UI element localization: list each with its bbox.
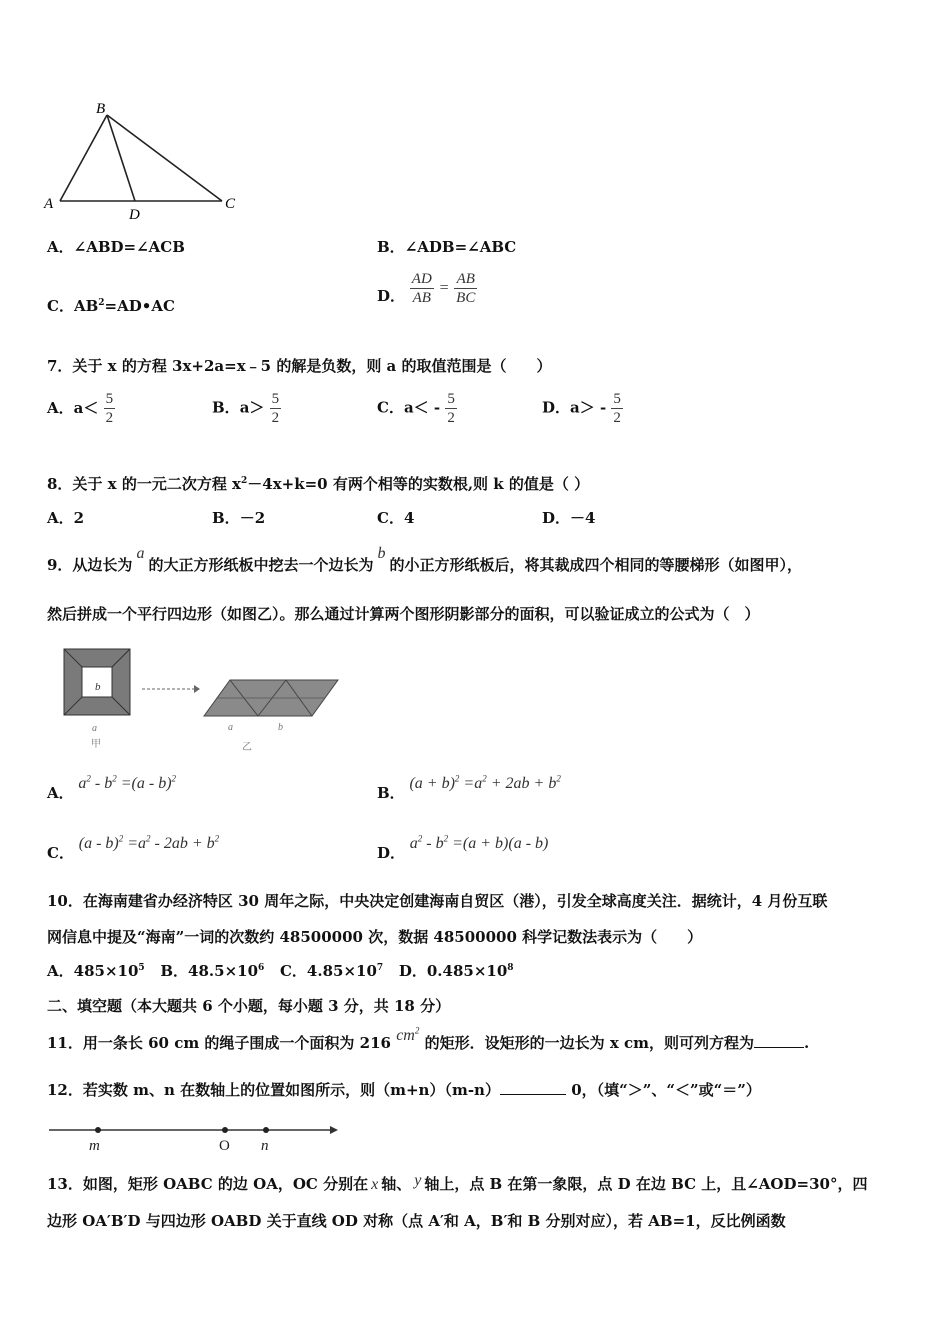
- q7-option-b: B．a＞ $\frac{5}{2}$: [212, 391, 280, 426]
- q7-option-a: A．a＜ $\frac{5}{2}$: [47, 391, 114, 426]
- q9-option-a: A． $a^2 - b^2 =(a - b)^2$: [47, 773, 177, 802]
- point-n-label: n: [261, 1138, 269, 1154]
- q8-option-b: B．－2: [212, 509, 266, 527]
- square-frame-figure: [60, 645, 135, 753]
- outer-side-label: a: [92, 723, 97, 734]
- q11-stem: 11．用一条长 60 cm 的绳子围成一个面积为 216 $cm^2$ 的矩形．设矩形的一边长为 x cm，则可列方程为 .: [47, 1025, 810, 1052]
- q12-stem: 12．若实数 m、n 在数轴上的位置如图所示，则（m+n）（m-n） 0，（填“＞”、“＜”或“＝”）: [47, 1081, 761, 1099]
- q8-option-d: D．－4: [542, 509, 596, 527]
- arrow-icon: [140, 682, 202, 696]
- formula-c: $(a - b)^2 =a^2 - 2ab + b^2$: [78, 833, 220, 852]
- q8-option-c: C．4: [377, 509, 415, 527]
- q9-option-d: D． $a^2 - b^2 =(a + b)(a - b)$: [377, 833, 549, 862]
- fraction-ab-bc: $\frac{AB}{BC}$: [456, 271, 476, 306]
- q9-stem-line2: 然后拼成一个平行四边形（如图乙）。那么通过计算两个图形阴影部分的面积，可以验证成立的公式为（ ）: [47, 605, 760, 623]
- q10-stem-line1: 10．在海南建省办经济特区 30 周年之际，中央决定创建海南自贸区（港），引发全球高度关注．据统计，4 月份互联: [47, 892, 828, 910]
- vertex-b-label: B: [96, 101, 106, 117]
- vertex-d-label: D: [129, 207, 140, 223]
- para-side-b-label: b: [278, 722, 283, 733]
- vertex-c-label: C: [225, 196, 236, 212]
- formula-d: $a^2 - b^2 =(a + b)(a - b)$: [409, 833, 549, 852]
- point-m-label: m: [89, 1138, 100, 1154]
- q10-option-d: D．$0.485\times 10^8$: [398, 962, 514, 980]
- q6-option-b: B．∠ADB=∠ABC: [377, 238, 517, 256]
- q10-options: [47, 960, 514, 981]
- q10-option-a: A．$485\times 10^5$: [47, 962, 145, 980]
- section-heading: 二、填空题（本大题共 6 个小题，每小题 3 分，共 18 分）: [47, 997, 451, 1015]
- q11-answer-blank[interactable]: [754, 1033, 804, 1048]
- q6-option-d: D． $\frac{AD}{AB}$ = $\frac{AB}{BC}$: [377, 271, 476, 306]
- triangle-figure: [40, 95, 250, 225]
- q8-stem: 8．关于 x 的一元二次方程 $x^2-4x+k=0$ 有两个相等的实数根,则 k 的值是（ ）: [47, 475, 590, 493]
- q13-stem-line2: 边形 OA′B′D 与四边形 OABD 关于直线 OD 对称（点 A′和 A，B′和 B 分别对应），若 AB=1，反比例函数: [47, 1212, 786, 1230]
- q10-stem-line2: 网信息中提及“海南”一词的次数约 48500000 次，数据 48500000 科学记数法表示为（ ）: [47, 928, 703, 946]
- figure-jia-label: 甲: [91, 739, 101, 750]
- formula-b: $(a + b)^2 =a^2 + 2ab + b^2$: [409, 773, 561, 792]
- q6-option-c: C．$AB^2=AD•AC$: [47, 297, 175, 315]
- q8-option-a: A．2: [47, 509, 85, 527]
- formula-a: $a^2 - b^2 =(a - b)^2$: [78, 773, 177, 792]
- figure-yi-label: 乙: [242, 742, 252, 753]
- q13-stem-line1: 13．如图，矩形 OABC 的边 OA，OC 分别在 x 轴、 y 轴上，点 B 在第一象限，点 D 在边 BC 上，且∠AOD=30°，四: [47, 1172, 868, 1193]
- parallelogram-figure: [200, 672, 345, 754]
- para-side-a-label: a: [228, 722, 233, 733]
- q7-option-d: D．a＞ - $\frac{5}{2}$: [542, 391, 621, 426]
- vertex-a-label: A: [44, 196, 54, 212]
- fraction-ad-ab: $\frac{AD}{AB}$: [411, 271, 432, 306]
- q12-answer-blank[interactable]: [500, 1080, 566, 1095]
- number-line-figure: [45, 1118, 345, 1154]
- q10-option-c: C．$4.85\times 10^7$: [279, 962, 384, 980]
- q9-option-b: B． $(a + b)^2 =a^2 + 2ab + b^2$: [377, 773, 561, 802]
- q9-option-c: C． $(a - b)^2 =a^2 - 2ab + b^2$: [47, 833, 220, 862]
- origin-label: O: [219, 1138, 230, 1154]
- q9-stem-line1: 9．从边长为a的大正方形纸板中挖去一个边长为b的小正方形纸板后，将其裁成四个相同的等腰梯形（如图甲），: [47, 545, 802, 574]
- q7-stem: 7．关于 x 的方程 3x+2a=x﹣5 的解是负数，则 a 的取值范围是（ ）: [47, 357, 552, 375]
- inner-side-label: b: [95, 681, 101, 693]
- q6-option-a: A．∠ABD=∠ACB: [47, 238, 185, 256]
- q10-option-b: B．$48.5\times 10^6$: [160, 962, 265, 980]
- q7-option-c: C．a＜ - $\frac{5}{2}$: [377, 391, 455, 426]
